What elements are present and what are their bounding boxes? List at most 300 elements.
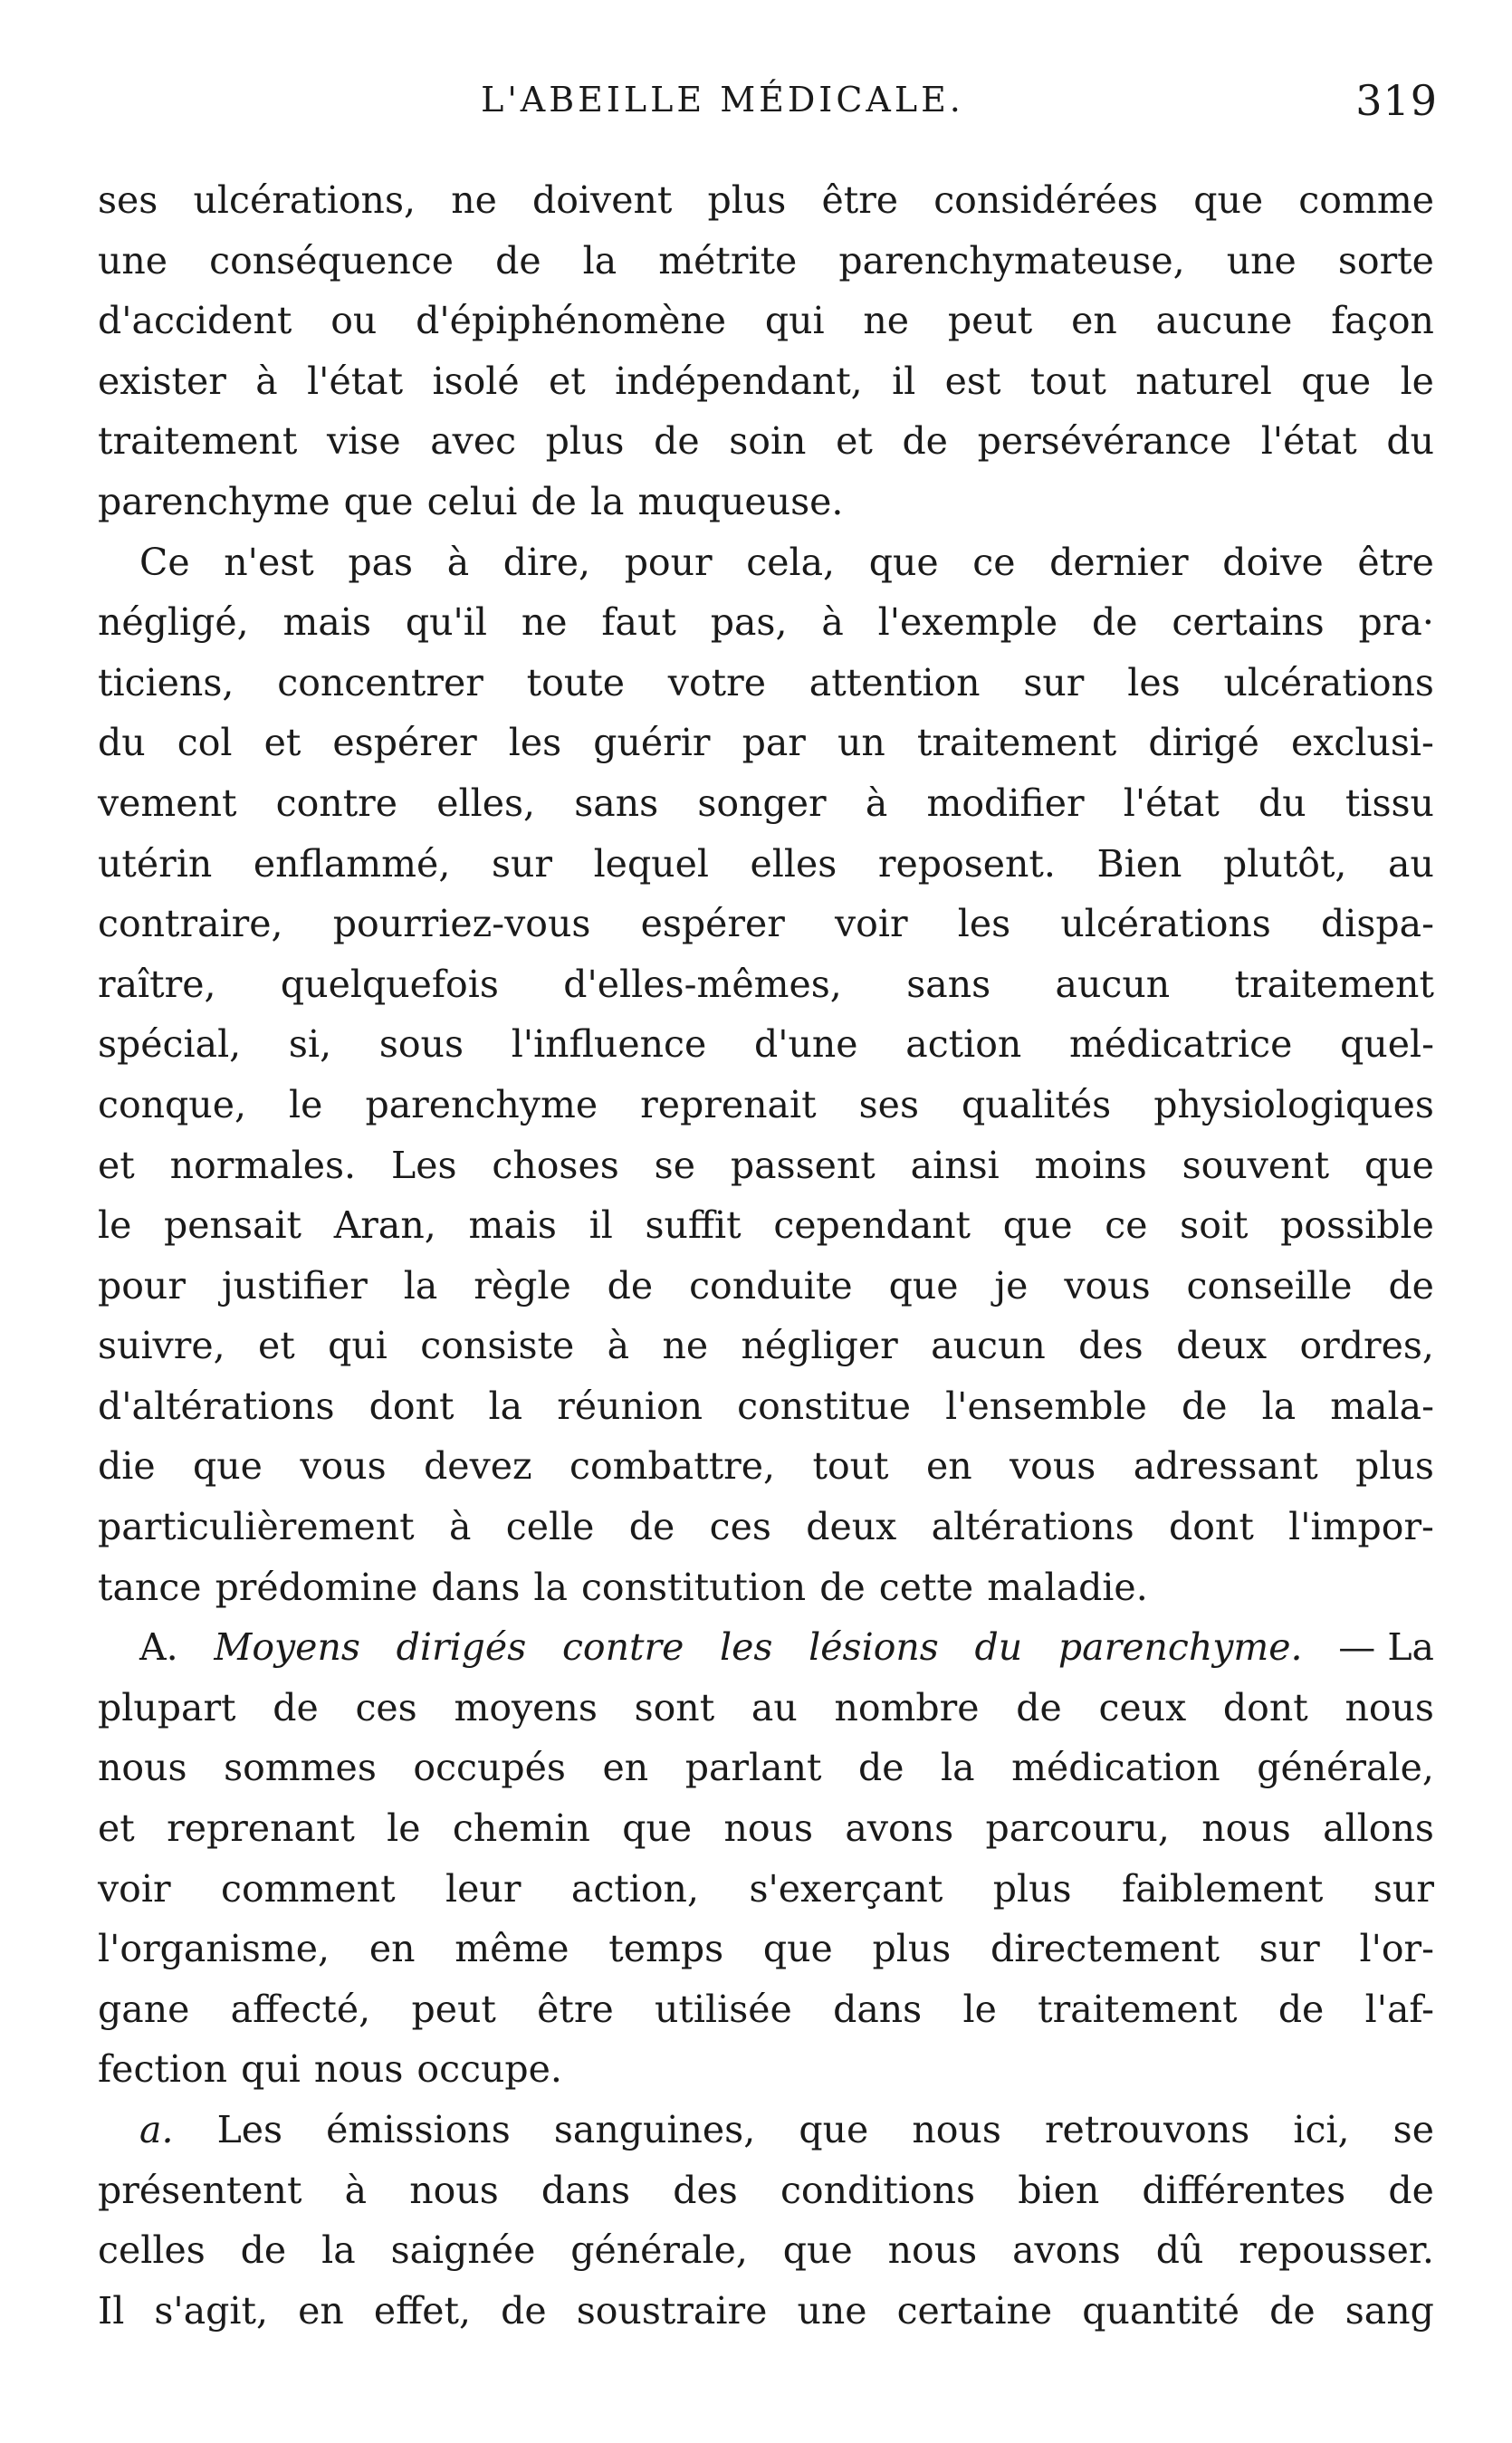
word: aucun <box>1055 962 1171 1006</box>
word: — La <box>1338 1625 1434 1670</box>
word: de <box>819 1565 866 1609</box>
word: reprenant <box>167 1806 355 1851</box>
word: plus <box>707 178 787 222</box>
word: vement <box>98 781 237 825</box>
word: ticiens, <box>98 660 234 704</box>
word: de <box>1269 2288 1316 2333</box>
word: raître, <box>98 962 216 1006</box>
word: action, <box>570 1866 699 1911</box>
word: que <box>888 1263 959 1308</box>
word: que <box>799 2108 869 2151</box>
word: en <box>1071 299 1117 343</box>
word: je <box>994 1263 1029 1308</box>
word: elles <box>750 841 837 886</box>
word: au <box>1388 841 1434 886</box>
word: Moyens <box>214 1625 360 1670</box>
word: ne <box>451 178 497 222</box>
word: négliger <box>741 1324 898 1368</box>
word: elles, <box>436 781 536 825</box>
word: celle <box>505 1505 595 1549</box>
word: par <box>742 721 806 765</box>
word: guérir <box>593 721 711 765</box>
word: constitution <box>580 1565 807 1609</box>
word: façon <box>1331 299 1434 343</box>
word: à <box>344 2168 368 2212</box>
word: avons <box>1012 2228 1121 2273</box>
text-line <box>98 773 1434 834</box>
word: choses <box>492 1143 619 1187</box>
word: tout <box>812 1444 889 1489</box>
word: bien <box>1018 2168 1100 2212</box>
word: ne <box>863 299 910 343</box>
text-line <box>98 1557 1434 1618</box>
word: la <box>1261 1384 1297 1428</box>
word: devez <box>424 1444 532 1489</box>
word: générale, <box>1257 1746 1434 1790</box>
word: pour <box>98 1263 186 1308</box>
word: médicatrice <box>1069 1022 1293 1067</box>
text-line <box>98 1256 1434 1317</box>
word: sorte <box>1337 238 1434 283</box>
word: certains <box>1172 600 1325 645</box>
word: soit <box>1180 1203 1249 1248</box>
word: sont <box>634 1685 715 1729</box>
word: que <box>622 1806 693 1851</box>
word: contraire, <box>98 902 283 946</box>
word: quelquefois <box>280 962 499 1006</box>
word: occupe. <box>416 2047 562 2092</box>
word: en <box>298 2288 344 2333</box>
text-line <box>98 2220 1434 2281</box>
word: s'exerçant <box>749 1866 943 1911</box>
word: du <box>1386 419 1434 464</box>
word: peut <box>411 1987 496 2031</box>
word: d'épiphénomène <box>416 299 727 343</box>
text-line <box>98 1979 1434 2040</box>
text-line <box>98 2281 1434 2342</box>
word: faut <box>601 600 676 645</box>
word: quel- <box>1340 1022 1434 1067</box>
word: doivent <box>532 178 673 222</box>
word: effet, <box>373 2288 472 2333</box>
word: mais <box>282 600 372 645</box>
text-line <box>98 351 1434 412</box>
word: conduite <box>689 1263 853 1308</box>
text-line <box>98 1859 1434 1920</box>
word: de <box>273 1685 319 1729</box>
text-line <box>98 954 1434 1015</box>
word: s'agit, <box>154 2288 269 2333</box>
word: si, <box>288 1022 332 1067</box>
word: du <box>98 721 146 765</box>
word: sur <box>1258 1927 1320 1971</box>
word: ceux <box>1098 1685 1187 1729</box>
text-line <box>98 1798 1434 1859</box>
word: nous <box>723 1806 814 1851</box>
word: l'état <box>1123 781 1220 825</box>
word: Les <box>216 2108 283 2151</box>
word: que <box>343 479 414 523</box>
word: conseille <box>1186 1263 1353 1308</box>
word: une <box>797 2288 867 2333</box>
word: de <box>607 1263 654 1308</box>
word: l'exemple <box>877 600 1058 645</box>
word: persévérance <box>977 419 1232 464</box>
word: la <box>589 479 625 523</box>
word: parenchyme <box>365 1082 598 1126</box>
word: d'altérations <box>98 1384 335 1428</box>
word: Les <box>390 1143 457 1187</box>
word: directement <box>990 1927 1220 1971</box>
word: en <box>602 1746 649 1790</box>
text-line <box>98 2160 1434 2221</box>
word: nous <box>1201 1806 1291 1851</box>
word: affecté, <box>230 1987 371 2031</box>
word: ulcérations <box>1223 660 1434 704</box>
text-line <box>98 170 1434 231</box>
text-line <box>98 472 1434 532</box>
word: les <box>508 721 562 765</box>
word: tissu <box>1345 781 1434 825</box>
word: être <box>1357 540 1434 584</box>
word: pourriez-vous <box>332 902 591 946</box>
word: la <box>488 1384 523 1428</box>
word: sur <box>1373 1866 1434 1911</box>
word: maladie. <box>987 1565 1148 1609</box>
word: modifier <box>926 781 1085 825</box>
text-line <box>98 2100 1434 2160</box>
word: plus <box>872 1927 952 1971</box>
word: il <box>892 359 916 403</box>
word: pas, <box>710 600 788 645</box>
word: les <box>957 902 1011 946</box>
word: ce <box>1105 1203 1148 1248</box>
word: qualités <box>962 1082 1112 1126</box>
page-number: 319 <box>1355 76 1438 125</box>
word: isolé <box>432 359 520 403</box>
word: règle <box>474 1263 571 1308</box>
word: sur <box>491 841 552 886</box>
word: tance <box>98 1565 202 1609</box>
word: utilisée <box>655 1987 792 2031</box>
word: même <box>455 1927 569 1971</box>
word: chemin <box>452 1806 590 1851</box>
body-text <box>98 170 1434 2341</box>
word: parenchyme <box>98 479 330 523</box>
word: attention <box>809 660 981 704</box>
word: muqueuse. <box>637 479 844 523</box>
word: comme <box>1298 178 1434 222</box>
word: que <box>1193 178 1264 222</box>
word: en <box>368 1927 416 1971</box>
word: vise <box>327 419 401 464</box>
word: leur <box>445 1866 522 1911</box>
word: utérin <box>98 841 213 886</box>
word: certaine <box>896 2288 1053 2333</box>
word: soin <box>729 419 807 464</box>
word: les <box>1127 660 1181 704</box>
word: à <box>865 781 888 825</box>
word: et <box>263 721 301 765</box>
word: de <box>654 419 700 464</box>
word: vous <box>1010 1444 1096 1489</box>
word: spécial, <box>98 1022 242 1067</box>
word: et <box>98 1806 135 1851</box>
word: Il <box>98 2288 125 2333</box>
word: gane <box>98 1987 190 2031</box>
word: l'ensemble <box>945 1384 1147 1428</box>
word: dispa- <box>1320 902 1434 946</box>
word: parlant <box>684 1746 822 1790</box>
word: et <box>549 359 586 403</box>
word: occupés <box>413 1746 566 1790</box>
word: suivre, <box>98 1324 225 1368</box>
word: conséquence <box>209 238 455 283</box>
word: aucune <box>1155 299 1293 343</box>
word: la <box>941 1746 975 1790</box>
word: l'influence <box>511 1022 707 1067</box>
word: physiologiques <box>1153 1082 1434 1126</box>
word: métrite <box>658 238 798 283</box>
word: songer <box>697 781 827 825</box>
word: aucun <box>931 1324 1046 1368</box>
word: l'impor- <box>1288 1505 1434 1549</box>
word: être <box>537 1987 614 2031</box>
word: traitement <box>1234 962 1434 1006</box>
word: à <box>821 600 844 645</box>
word: Bien <box>1096 841 1182 886</box>
word: reposent. <box>877 841 1056 886</box>
word: conditions <box>780 2168 976 2212</box>
word: passent <box>730 1143 876 1187</box>
word: l'état <box>307 359 404 403</box>
word: deux <box>1176 1324 1268 1368</box>
word: celles <box>98 2228 206 2273</box>
word: temps <box>608 1927 724 1971</box>
word: a. <box>139 2108 174 2151</box>
word: la <box>321 2228 356 2273</box>
word: il <box>589 1203 613 1248</box>
word: dont <box>1222 1685 1308 1729</box>
word: différentes <box>1142 2168 1346 2212</box>
text-line <box>98 713 1434 773</box>
word: prédomine <box>215 1565 418 1609</box>
word: suffit <box>645 1203 742 1248</box>
word: pensait <box>164 1203 302 1248</box>
word: cela, <box>746 540 836 584</box>
text-line <box>98 1014 1434 1075</box>
word: avec <box>430 419 517 464</box>
word: dire, <box>502 540 591 584</box>
word: deux <box>806 1505 897 1549</box>
word: parcouru, <box>985 1806 1170 1851</box>
word: voir <box>835 902 908 946</box>
word: des <box>1078 1324 1144 1368</box>
word: plus <box>545 419 625 464</box>
running-head <box>98 76 1438 143</box>
word: la <box>533 1565 568 1609</box>
word: négligé, <box>98 600 249 645</box>
word: adressant <box>1133 1444 1318 1489</box>
word: l'état <box>1260 419 1357 464</box>
word: dont <box>1169 1505 1254 1549</box>
word: naturel <box>1135 359 1272 403</box>
word: qui <box>328 1324 388 1368</box>
word: à <box>255 359 278 403</box>
word: nous <box>1345 1685 1434 1729</box>
word: nombre <box>834 1685 980 1729</box>
text-line <box>98 1195 1434 1256</box>
word: fection <box>98 2047 228 2092</box>
text-line <box>98 1376 1434 1437</box>
word: espérer <box>332 721 477 765</box>
word: se <box>654 1143 695 1187</box>
word: de <box>531 479 577 523</box>
word: moins <box>1034 1143 1147 1187</box>
word: d'elles-mêmes, <box>563 962 842 1006</box>
word: consiste <box>420 1324 575 1368</box>
word: traitement <box>1038 1987 1238 2031</box>
word: comment <box>221 1866 396 1911</box>
word: de <box>628 1505 675 1549</box>
word: médication <box>1011 1746 1220 1790</box>
word: nous <box>409 2168 499 2212</box>
word: et <box>98 1143 135 1187</box>
word: nous <box>98 1746 187 1790</box>
word: que <box>782 2228 853 2273</box>
word: à <box>448 1505 472 1549</box>
word: pas <box>348 540 414 584</box>
word: justifier <box>221 1263 368 1308</box>
word: l'organisme, <box>98 1927 330 1971</box>
word: sur <box>1023 660 1085 704</box>
word: du <box>1258 781 1306 825</box>
word: l'or- <box>1359 1927 1434 1971</box>
word: souvent <box>1182 1143 1330 1187</box>
word: parenchyme. <box>1057 1625 1303 1670</box>
text-line <box>98 1617 1434 1678</box>
word: de <box>495 238 541 283</box>
word: espérer <box>640 902 785 946</box>
word: combattre, <box>569 1444 776 1489</box>
word: être <box>821 178 899 222</box>
word: sans <box>574 781 659 825</box>
word: particulièrement <box>98 1505 415 1549</box>
word: le <box>1400 359 1434 403</box>
word: ulcérations, <box>193 178 416 222</box>
word: que <box>1301 359 1372 403</box>
word: plus <box>1355 1444 1434 1489</box>
word: le <box>962 1987 997 2031</box>
word: peut <box>947 299 1033 343</box>
word: votre <box>667 660 766 704</box>
word: de <box>1278 1987 1325 2031</box>
word: à <box>446 540 470 584</box>
word: qui <box>241 2047 301 2092</box>
word: sang <box>1345 2288 1434 2333</box>
word: une <box>1226 238 1297 283</box>
word: le <box>289 1082 323 1126</box>
word: voir <box>98 1866 171 1911</box>
word: n'est <box>224 540 314 584</box>
text-line <box>98 1436 1434 1497</box>
word: allons <box>1323 1806 1434 1851</box>
word: ces <box>709 1505 771 1549</box>
word: avons <box>845 1806 954 1851</box>
text-line <box>98 592 1434 653</box>
word: nous <box>313 2047 404 2092</box>
word: mala- <box>1330 1384 1434 1428</box>
word: possible <box>1280 1203 1434 1248</box>
word: col <box>177 721 233 765</box>
word: A. <box>139 1625 178 1670</box>
word: moyens <box>454 1685 598 1729</box>
word: en <box>925 1444 972 1489</box>
text-line <box>98 1738 1434 1798</box>
word: sommes <box>224 1746 377 1790</box>
word: de <box>1092 600 1138 645</box>
text-line <box>98 653 1434 714</box>
word: de <box>1388 2168 1434 2212</box>
word: exister <box>98 359 226 403</box>
word: ou <box>330 299 378 343</box>
word: qui <box>764 299 825 343</box>
word: de <box>1182 1384 1228 1428</box>
word: qu'il <box>405 600 488 645</box>
word: plus <box>992 1866 1072 1911</box>
running-title: L'ABEILLE MÉDICALE. <box>481 80 964 120</box>
word: dirigés <box>396 1625 527 1670</box>
text-line <box>98 1678 1434 1739</box>
word: que <box>1002 1203 1073 1248</box>
word: ses <box>858 1082 919 1126</box>
word: au <box>751 1685 798 1729</box>
word: plutôt, <box>1223 841 1347 886</box>
word: ulcérations <box>1060 902 1271 946</box>
word: du <box>974 1625 1023 1670</box>
word: conque, <box>98 1082 246 1126</box>
word: tout <box>1029 359 1106 403</box>
word: plupart <box>98 1685 236 1729</box>
word: de <box>902 419 948 464</box>
word: exclusi- <box>1291 721 1434 765</box>
word: doive <box>1222 540 1324 584</box>
text-line <box>98 1075 1434 1135</box>
word: Ce <box>139 540 190 584</box>
word: ces <box>355 1685 417 1729</box>
word: pour <box>624 540 713 584</box>
word: un <box>837 721 885 765</box>
word: Aran, <box>333 1203 436 1248</box>
word: des <box>673 2168 738 2212</box>
word: la <box>403 1263 438 1308</box>
word: ne <box>521 600 568 645</box>
word: enflammé, <box>253 841 451 886</box>
word: que <box>762 1927 833 1971</box>
word: présentent <box>98 2168 302 2212</box>
word: soustraire <box>576 2288 768 2333</box>
word: indépendant, <box>615 359 863 403</box>
word: que <box>868 540 939 584</box>
word: les <box>720 1625 773 1670</box>
text-line <box>98 1919 1434 1979</box>
word: dans <box>833 1987 923 2031</box>
word: retrouvons <box>1044 2108 1250 2151</box>
word: saignée <box>390 2228 536 2273</box>
word: cependant <box>773 1203 971 1248</box>
word: est <box>944 359 1001 403</box>
word: et <box>836 419 873 464</box>
